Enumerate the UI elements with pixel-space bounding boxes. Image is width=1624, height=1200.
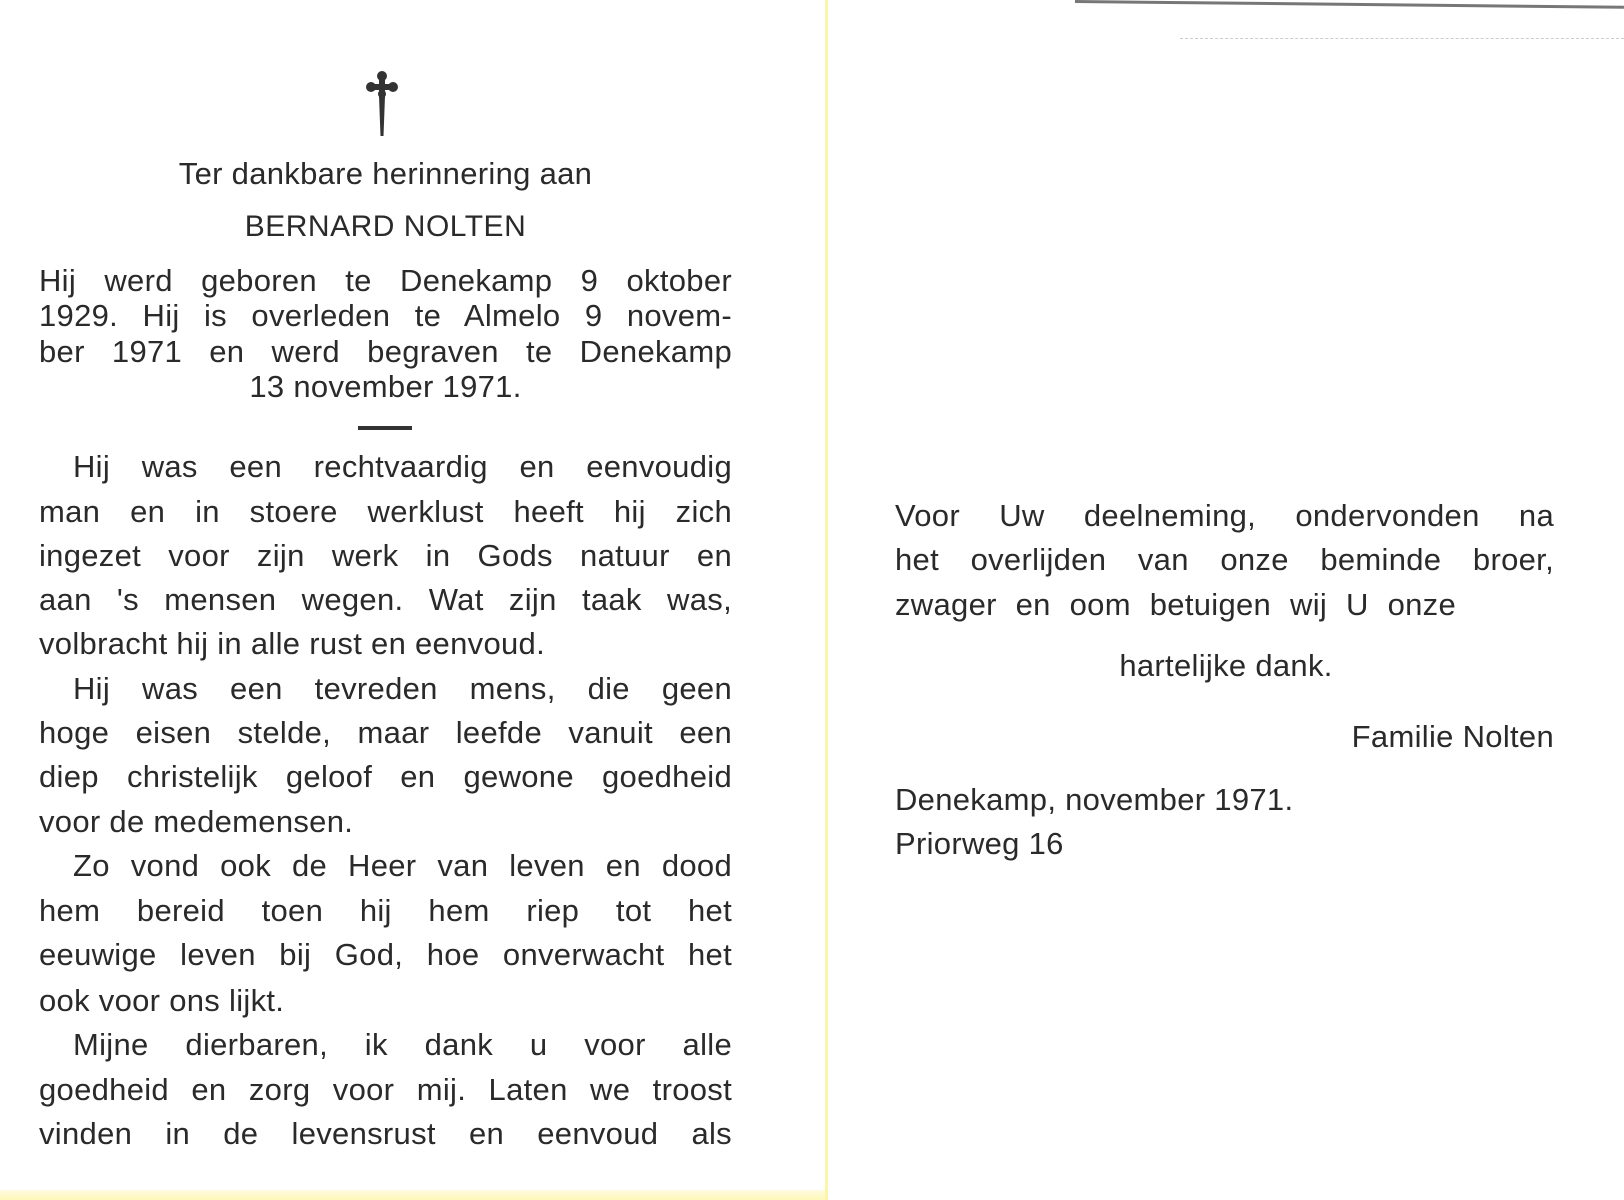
thanks-line: Voor Uw deelneming, ondervonden na	[895, 498, 1554, 533]
bio-line: ber 1971 en werd begraven te Denekamp	[39, 334, 732, 369]
clipped-line-container	[0, 1112, 826, 1145]
paragraph-line: ook voor ons lijkt.	[39, 983, 285, 1018]
cross-icon	[365, 70, 399, 138]
paragraph-line: hem bereid toen hij hem riep tot het	[39, 893, 732, 928]
paragraph-line: man en in stoere werklust heeft hij zich	[39, 494, 732, 529]
paragraph-line: voor de medemensen.	[39, 804, 354, 839]
paragraph-line: aan 's mensen wegen. Wat zijn taak was,	[39, 582, 732, 617]
paragraph-line: goedheid en zorg voor mij. Laten we troost	[39, 1072, 732, 1107]
heading: Ter dankbare herinnering aan	[178, 156, 593, 191]
paragraph-line: Mijne dierbaren, ik dank u voor alle	[73, 1027, 732, 1062]
paragraph-line: hoge eisen stelde, maar leefde vanuit een	[39, 715, 732, 750]
thanks-line: zwager en oom betuigen wij U onze	[895, 587, 1457, 622]
signature: Familie Nolten	[1351, 719, 1554, 754]
paragraph-line: Hij was een rechtvaardig en eenvoudig	[73, 449, 732, 484]
scan-artifact	[1180, 38, 1624, 40]
paragraph-line: diep christelijk geloof en gewone goedheid	[39, 759, 732, 794]
paragraph-line: ingezet voor zijn werk in Gods natuur en	[39, 538, 732, 573]
thanks-closing: hartelijke dank.	[1119, 648, 1333, 683]
address: Priorweg 16	[895, 826, 1064, 861]
thanks-line: het overlijden van onze beminde broer,	[895, 542, 1554, 577]
bio-line: Hij werd geboren te Denekamp 9 oktober	[39, 263, 732, 298]
paragraph-line: Zo vond ook de Heer van leven en dood	[73, 848, 732, 883]
bio-line: 13 november 1971.	[249, 369, 522, 404]
paragraph-line: eeuwige leven bij God, hoe onverwacht het	[39, 937, 732, 972]
place-date: Denekamp, november 1971.	[895, 782, 1294, 817]
scan-edge	[1075, 0, 1624, 9]
paragraph-line: Hij was een tevreden mens, die geen	[73, 671, 732, 706]
bio-line: 1929. Hij is overleden te Almelo 9 novem-	[39, 298, 732, 333]
paragraph-line: vinden in de levensrust en eenvoud als	[39, 1116, 732, 1145]
deceased-name: BERNARD NOLTEN	[244, 210, 527, 243]
card-edge	[0, 1190, 826, 1200]
divider	[358, 426, 412, 430]
paragraph-line: volbracht hij in alle rust en eenvoud.	[39, 626, 545, 661]
